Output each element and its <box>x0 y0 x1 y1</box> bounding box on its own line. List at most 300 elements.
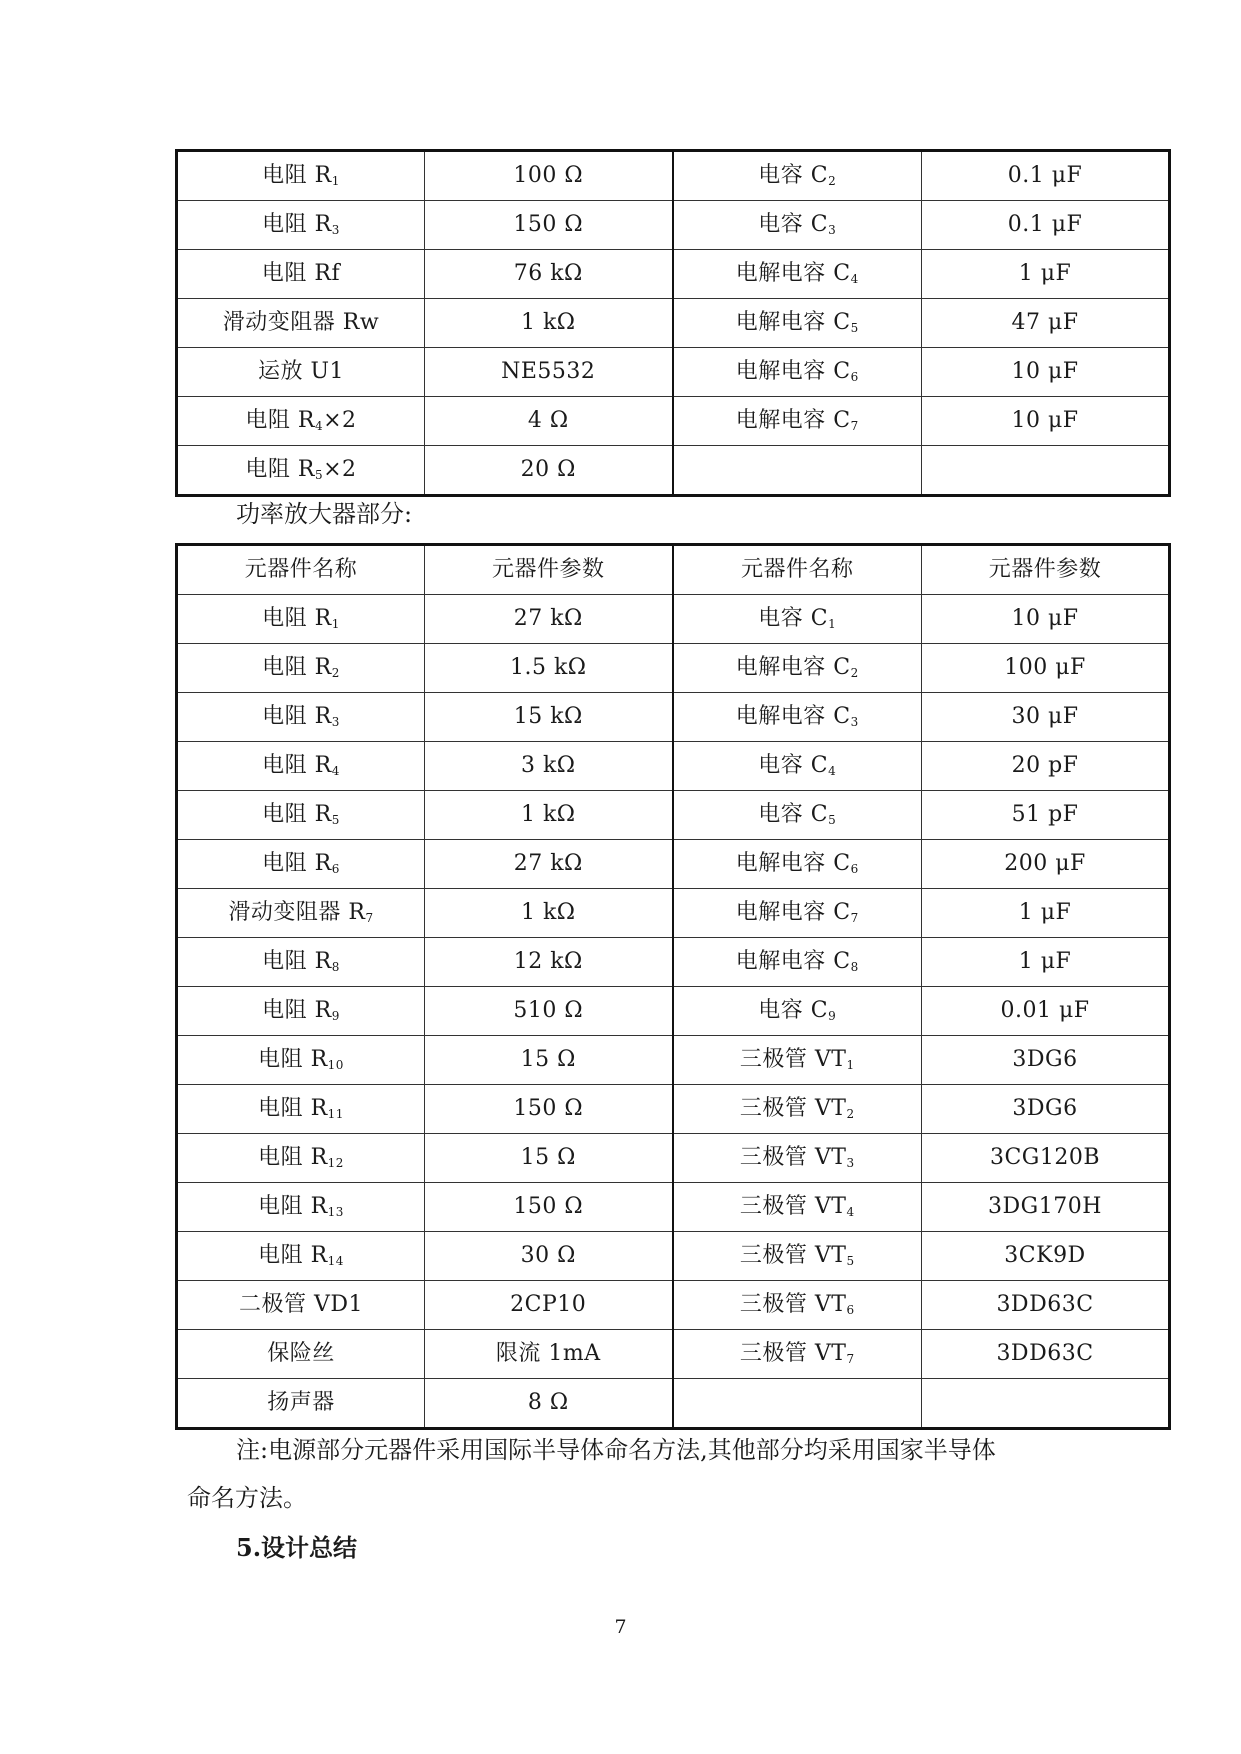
cell-text <box>262 949 340 974</box>
cell-label: 3DD63C <box>996 1341 1094 1366</box>
cell-subscript: 6 <box>331 862 340 876</box>
cell-text <box>758 753 836 778</box>
table-cell <box>177 1134 425 1183</box>
cell-text <box>510 655 587 680</box>
cell-label: 3DD63C <box>996 1292 1094 1317</box>
cell-label: 20 pF <box>1011 753 1079 778</box>
cell-text <box>989 557 1102 582</box>
table-row <box>177 1232 1170 1281</box>
cell-subscript: 3 <box>331 223 340 237</box>
table-cell <box>177 250 425 299</box>
table-cell <box>673 397 922 446</box>
cell-label: 保险丝 <box>267 1341 335 1366</box>
cell-label: 30 Ω <box>520 1243 576 1268</box>
cell-text <box>736 655 859 680</box>
cell-subscript: 4 <box>331 764 340 778</box>
table-cell <box>922 987 1170 1036</box>
table-row <box>177 348 1170 397</box>
table-cell <box>425 1330 673 1379</box>
cell-text <box>1011 704 1078 729</box>
cell-text <box>521 1047 576 1072</box>
table-cell <box>673 348 922 397</box>
cell-label: 三极管 VT <box>739 1194 847 1219</box>
cell-label: 15 Ω <box>520 1047 576 1072</box>
table-cell <box>922 1134 1170 1183</box>
cell-text <box>514 704 583 729</box>
table-cell <box>922 1379 1170 1429</box>
table-cell <box>673 250 922 299</box>
cell-subscript: 3 <box>850 715 859 729</box>
cell-label: 二极管 VD1 <box>238 1292 364 1317</box>
section-heading-design-summary: 5.设计总结 <box>236 1533 358 1562</box>
cell-label: 10 μF <box>1011 359 1079 384</box>
cell-suffix: ×2 <box>323 408 357 433</box>
cell-text <box>262 261 340 286</box>
table-row <box>177 693 1170 742</box>
cell-subscript: 1 <box>828 617 837 631</box>
cell-subscript: 7 <box>850 911 859 925</box>
cell-subscript: 2 <box>846 1107 855 1121</box>
table-cell <box>673 791 922 840</box>
cell-text <box>1004 851 1086 876</box>
table-cell <box>425 595 673 644</box>
table-cell <box>673 201 922 250</box>
cell-label: 电解电容 C <box>735 655 851 680</box>
table-cell <box>922 595 1170 644</box>
cell-subscript: 6 <box>850 370 859 384</box>
table-cell <box>922 397 1170 446</box>
cell-label: 元器件名称 <box>740 557 854 582</box>
cell-label: 电容 C <box>758 163 829 188</box>
cell-label: 0.1 μF <box>1007 212 1083 237</box>
cell-text <box>1004 1243 1085 1268</box>
table-cell <box>673 1134 922 1183</box>
table-body <box>177 151 1170 496</box>
table-row <box>177 446 1170 496</box>
cell-subscript: 3 <box>846 1156 855 1170</box>
cell-text <box>736 851 859 876</box>
table-cell <box>177 1232 425 1281</box>
table-cell <box>177 151 425 201</box>
cell-text <box>262 606 340 631</box>
cell-text <box>513 998 583 1023</box>
cell-label: NE5532 <box>501 359 596 384</box>
cell-text <box>492 557 605 582</box>
cell-label: 1.5 kΩ <box>509 655 587 680</box>
cell-label: 元器件参数 <box>491 557 605 582</box>
table-cell <box>673 693 922 742</box>
table-cell <box>425 889 673 938</box>
table-cell <box>922 545 1170 595</box>
cell-label: 电解电容 C <box>735 310 851 335</box>
cell-label: 1 μF <box>1018 949 1072 974</box>
table-cell <box>922 938 1170 987</box>
cell-label: 150 Ω <box>513 1194 584 1219</box>
table-cell <box>922 1036 1170 1085</box>
table-row <box>177 938 1170 987</box>
table-cell <box>425 250 673 299</box>
cell-label: 3DG6 <box>1012 1096 1078 1121</box>
table-cell <box>922 693 1170 742</box>
cell-label: 限流 1mA <box>495 1341 601 1366</box>
cell-label: 电阻 R <box>262 998 332 1023</box>
cell-label: 电解电容 C <box>735 359 851 384</box>
cell-subscript: 11 <box>327 1107 344 1121</box>
cell-subscript: 14 <box>327 1254 344 1268</box>
table-row <box>177 889 1170 938</box>
cell-label: 电阻 R <box>262 655 332 680</box>
table-cell <box>673 1232 922 1281</box>
cell-label: 电阻 R <box>245 457 315 482</box>
cell-label: 4 Ω <box>527 408 569 433</box>
table-cell <box>673 889 922 938</box>
cell-text <box>521 1243 576 1268</box>
table-cell <box>673 151 922 201</box>
table-cell <box>177 1379 425 1429</box>
cell-label: 元器件名称 <box>244 557 358 582</box>
table-cell <box>673 742 922 791</box>
cell-text <box>245 408 356 433</box>
table-cell <box>425 693 673 742</box>
table-cell <box>425 151 673 201</box>
cell-label: 100 μF <box>1004 655 1086 680</box>
table-cell <box>425 299 673 348</box>
cell-label: 3CK9D <box>1004 1243 1086 1268</box>
cell-text <box>262 998 340 1023</box>
table-cell <box>425 938 673 987</box>
cell-label: 3CG120B <box>989 1145 1101 1170</box>
cell-suffix: ×2 <box>323 457 357 482</box>
cell-label: 电容 C <box>758 998 829 1023</box>
cell-text <box>736 408 859 433</box>
table-cell <box>177 938 425 987</box>
cell-text <box>245 457 356 482</box>
cell-text <box>501 359 595 384</box>
cell-subscript: 5 <box>850 321 859 335</box>
cell-text <box>1011 408 1078 433</box>
table-cell <box>673 1281 922 1330</box>
cell-label: 电阻 R <box>262 212 332 237</box>
cell-text <box>758 163 836 188</box>
table-cell <box>425 1232 673 1281</box>
table-cell <box>425 791 673 840</box>
cell-text <box>223 310 379 335</box>
cell-label: 三极管 VT <box>739 1047 847 1072</box>
table-cell <box>177 791 425 840</box>
cell-text <box>521 802 576 827</box>
cell-label: 15 Ω <box>520 1145 576 1170</box>
cell-text <box>1008 212 1083 237</box>
cell-label: 电解电容 C <box>735 949 851 974</box>
table-cell <box>673 938 922 987</box>
cell-text <box>1000 998 1089 1023</box>
cell-label: 电解电容 C <box>735 900 851 925</box>
cell-text <box>758 802 836 827</box>
table-cell <box>177 1330 425 1379</box>
cell-text <box>740 1194 855 1219</box>
table-cell <box>425 1134 673 1183</box>
cell-label: 电阻 R <box>258 1047 328 1072</box>
table-row <box>177 1379 1170 1429</box>
table-cell <box>425 644 673 693</box>
table-cell <box>425 1183 673 1232</box>
table-cell <box>922 840 1170 889</box>
cell-label: 47 μF <box>1011 310 1079 335</box>
cell-subscript: 1 <box>331 174 340 188</box>
table-cell <box>425 348 673 397</box>
cell-text <box>990 1145 1100 1170</box>
cell-text <box>736 949 859 974</box>
cell-subscript: 6 <box>846 1303 855 1317</box>
table-cell <box>425 1281 673 1330</box>
cell-label: 1 μF <box>1018 900 1072 925</box>
cell-label: 三极管 VT <box>739 1096 847 1121</box>
table-cell <box>177 1281 425 1330</box>
table-cell <box>177 299 425 348</box>
cell-text <box>996 1292 1093 1317</box>
cell-subscript: 2 <box>850 666 859 680</box>
cell-label: 1 kΩ <box>520 900 576 925</box>
table-cell <box>425 1036 673 1085</box>
table-cell <box>177 1036 425 1085</box>
cell-text <box>988 1194 1102 1219</box>
cell-subscript: 1 <box>846 1058 855 1072</box>
cell-text <box>262 655 340 680</box>
cell-text <box>1008 163 1083 188</box>
table-cell <box>673 1085 922 1134</box>
table-body <box>177 545 1170 1429</box>
cell-label: 滑动变阻器 Rw <box>222 310 380 335</box>
cell-text <box>267 1390 335 1415</box>
cell-subscript: 4 <box>828 764 837 778</box>
table-cell <box>425 446 673 496</box>
table-cell <box>177 1085 425 1134</box>
cell-text <box>258 1194 344 1219</box>
cell-text <box>1012 1096 1077 1121</box>
table-cell <box>177 397 425 446</box>
table-cell <box>673 644 922 693</box>
cell-label: 电阻 R <box>258 1096 328 1121</box>
cell-text <box>521 1145 576 1170</box>
cell-text <box>740 1145 855 1170</box>
cell-subscript: 4 <box>850 272 859 286</box>
table-cell <box>922 1085 1170 1134</box>
note-text-line-1: 注:电源部分元器件采用国际半导体命名方法,其他部分均采用国家半导体 <box>236 1436 996 1464</box>
cell-text <box>262 704 340 729</box>
cell-label: 电解电容 C <box>735 704 851 729</box>
cell-label: 三极管 VT <box>739 1243 847 1268</box>
table-cell <box>425 1379 673 1429</box>
table-row <box>177 595 1170 644</box>
table-cell <box>425 840 673 889</box>
cell-text <box>513 1096 583 1121</box>
cell-subscript: 2 <box>331 666 340 680</box>
table-row <box>177 840 1170 889</box>
cell-label: 3 kΩ <box>520 753 576 778</box>
cell-subscript: 4 <box>846 1205 855 1219</box>
table-cell <box>177 1183 425 1232</box>
cell-text <box>262 753 340 778</box>
page-number: 7 <box>614 1616 627 1638</box>
cell-label: 元器件参数 <box>988 557 1102 582</box>
table-cell <box>922 791 1170 840</box>
cell-label: 扬声器 <box>267 1390 335 1415</box>
table-cell <box>922 299 1170 348</box>
cell-label: 滑动变阻器 R <box>228 900 366 925</box>
cell-subscript: 5 <box>314 468 324 482</box>
table-row <box>177 791 1170 840</box>
cell-text <box>262 212 340 237</box>
table-cell <box>425 201 673 250</box>
cell-label: 电阻 R <box>262 802 332 827</box>
cell-label: 电阻 R <box>258 1243 328 1268</box>
cell-text <box>1012 753 1079 778</box>
table-cell <box>673 987 922 1036</box>
cell-label: 电容 C <box>758 753 829 778</box>
table-cell <box>922 644 1170 693</box>
cell-subscript: 8 <box>850 960 859 974</box>
cell-text <box>496 1341 601 1366</box>
cell-text <box>1011 359 1078 384</box>
cell-text <box>510 1292 586 1317</box>
table-cell <box>177 201 425 250</box>
cell-label: 0.01 μF <box>1000 998 1090 1023</box>
cell-text <box>514 851 583 876</box>
cell-text <box>740 1047 855 1072</box>
cell-label: 8 Ω <box>527 1390 569 1415</box>
table-row <box>177 1281 1170 1330</box>
cell-text <box>239 1292 363 1317</box>
cell-text <box>528 1390 569 1415</box>
cell-label: 27 kΩ <box>513 606 583 631</box>
table-row <box>177 987 1170 1036</box>
table-row <box>177 397 1170 446</box>
cell-text <box>1012 1047 1077 1072</box>
cell-label: 电阻 R <box>258 1194 328 1219</box>
cell-label: 200 μF <box>1004 851 1086 876</box>
cell-subscript: 9 <box>828 1009 837 1023</box>
table-cell <box>922 1232 1170 1281</box>
cell-label: 电阻 R <box>262 704 332 729</box>
table-cell <box>673 595 922 644</box>
cell-label: 3DG170H <box>988 1194 1102 1219</box>
table-row <box>177 1085 1170 1134</box>
cell-subscript: 3 <box>828 223 837 237</box>
cell-text <box>1011 310 1078 335</box>
table-cell <box>425 397 673 446</box>
table-cell <box>673 446 922 496</box>
cell-text <box>1011 606 1078 631</box>
cell-label: 电解电容 C <box>735 851 851 876</box>
table-cell <box>673 1379 922 1429</box>
table-row <box>177 250 1170 299</box>
cell-label: 电阻 R <box>262 949 332 974</box>
cell-subscript: 4 <box>314 419 324 433</box>
table-cell <box>922 889 1170 938</box>
table-row <box>177 1134 1170 1183</box>
cell-label: 运放 U1 <box>257 359 345 384</box>
cell-label: 150 Ω <box>513 212 584 237</box>
cell-label: 20 Ω <box>520 457 576 482</box>
cell-subscript: 9 <box>331 1009 340 1023</box>
cell-text <box>736 359 859 384</box>
cell-label: 12 kΩ <box>513 949 583 974</box>
cell-text <box>736 900 859 925</box>
cell-label: 三极管 VT <box>739 1145 847 1170</box>
cell-text <box>258 1047 344 1072</box>
table-cell <box>177 348 425 397</box>
cell-text <box>514 606 583 631</box>
cell-label: 150 Ω <box>513 1096 584 1121</box>
table-cell <box>673 1036 922 1085</box>
table-cell <box>177 840 425 889</box>
cell-text <box>262 802 340 827</box>
table-cell <box>922 1183 1170 1232</box>
table-cell <box>177 644 425 693</box>
table-cell <box>673 299 922 348</box>
table-cell <box>177 446 425 496</box>
cell-label: 100 Ω <box>513 163 584 188</box>
table-row <box>177 201 1170 250</box>
cell-text <box>258 1145 344 1170</box>
cell-label: 10 μF <box>1011 408 1079 433</box>
cell-label: 30 μF <box>1011 704 1079 729</box>
table-cell <box>425 987 673 1036</box>
cell-text <box>262 851 340 876</box>
cell-label: 三极管 VT <box>739 1292 847 1317</box>
cell-label: 电解电容 C <box>735 261 851 286</box>
cell-label: 电解电容 C <box>735 408 851 433</box>
table-row <box>177 545 1170 595</box>
cell-label: 电容 C <box>758 212 829 237</box>
cell-text <box>513 163 583 188</box>
cell-label: 1 kΩ <box>520 310 576 335</box>
table-row <box>177 644 1170 693</box>
cell-text <box>1012 802 1079 827</box>
cell-subscript: 8 <box>331 960 340 974</box>
cell-subscript: 5 <box>846 1254 855 1268</box>
cell-text <box>996 1341 1093 1366</box>
cell-label: 电阻 R <box>262 606 332 631</box>
cell-text <box>514 261 583 286</box>
cell-label: 10 μF <box>1011 606 1079 631</box>
cell-label: 电阻 R <box>262 163 332 188</box>
table-cell <box>177 595 425 644</box>
table-cell <box>425 1085 673 1134</box>
cell-subscript: 5 <box>828 813 837 827</box>
cell-subscript: 7 <box>365 911 374 925</box>
cell-text <box>740 1096 855 1121</box>
table-cell <box>922 201 1170 250</box>
cell-text <box>228 900 373 925</box>
cell-subscript: 7 <box>850 419 859 433</box>
cell-label: 电阻 R <box>258 1145 328 1170</box>
section-heading-power-amplifier: 功率放大器部分: <box>236 500 413 528</box>
cell-label: 电容 C <box>758 606 829 631</box>
cell-label: 电阻 R <box>262 753 332 778</box>
cell-subscript: 10 <box>327 1058 344 1072</box>
component-table-upper <box>175 149 1171 497</box>
note-text-line-2: 命名方法。 <box>187 1484 307 1512</box>
cell-label: 电阻 Rf <box>261 261 341 286</box>
table-cell <box>673 1183 922 1232</box>
cell-label: 电阻 R <box>245 408 315 433</box>
cell-text <box>1019 900 1072 925</box>
cell-text <box>736 261 859 286</box>
cell-label: 3DG6 <box>1012 1047 1078 1072</box>
cell-text <box>258 1096 344 1121</box>
cell-label: 0.1 μF <box>1007 163 1083 188</box>
